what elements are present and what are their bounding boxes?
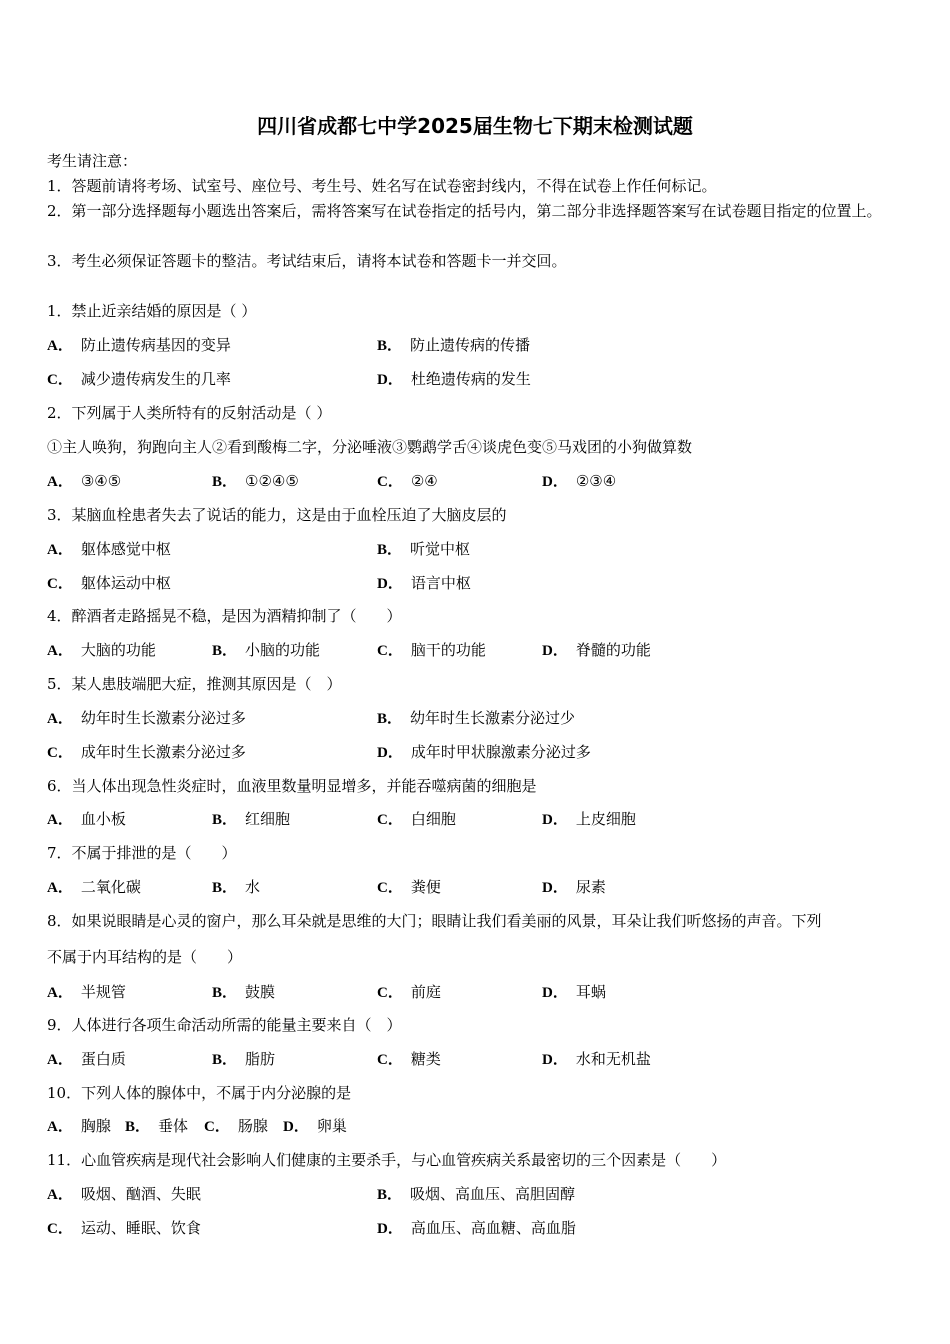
page-title: 四川省成都七中学2025届生物七下期末检测试题 xyxy=(257,114,693,138)
question-stem: 3．某脑血栓患者失去了说话的能力，这是由于血栓压迫了大脑皮层的 xyxy=(47,506,507,524)
notice-item-3: 3．考生必须保证答题卡的整洁。考试结束后，请将本试卷和答题卡一并交回。 xyxy=(47,252,567,270)
option-d: D． 卵巢 xyxy=(283,1117,347,1135)
notice-item-1: 1．答题前请将考场、试室号、座位号、考生号、姓名写在试卷密封线内，不得在试卷上作任何标记。 xyxy=(47,177,717,195)
question-stem: 1．禁止近亲结婚的原因是（ ） xyxy=(47,302,257,320)
option-a: A． 蛋白质 xyxy=(47,1050,126,1068)
option-b: B． ①②④⑤ xyxy=(212,472,299,490)
option-b: B． 听觉中枢 xyxy=(377,540,471,558)
option-d: D． 语言中枢 xyxy=(377,574,471,592)
option-b: B． 防止遗传病的传播 xyxy=(377,336,531,354)
option-b: B． 红细胞 xyxy=(212,810,291,828)
option-b: B． 鼓膜 xyxy=(212,983,276,1001)
option-d: D． 脊髓的功能 xyxy=(542,641,651,659)
question-stem-continued: 不属于内耳结构的是（ ） xyxy=(47,948,243,966)
option-c: C． 脑干的功能 xyxy=(377,641,486,659)
option-a: A． 胸腺 xyxy=(47,1117,111,1135)
question-stem: 6．当人体出现急性炎症时，血液里数量明显增多，并能吞噬病菌的细胞是 xyxy=(47,777,537,795)
option-a: A． 血小板 xyxy=(47,810,126,828)
notice-heading: 考生请注意： xyxy=(47,152,138,170)
option-d: D． 上皮细胞 xyxy=(542,810,636,828)
option-d: D． 尿素 xyxy=(542,878,606,896)
question-stem: 2．下列属于人类所特有的反射活动是（ ） xyxy=(47,404,332,422)
option-b: B． 吸烟、高血压、高胆固醇 xyxy=(377,1185,576,1203)
option-d: D． 水和无机盐 xyxy=(542,1050,651,1068)
option-c: C． 白细胞 xyxy=(377,810,456,828)
option-a: A． 吸烟、酗酒、失眠 xyxy=(47,1185,201,1203)
option-c: C． 肠腺 xyxy=(204,1117,268,1135)
option-a: A． 二氧化碳 xyxy=(47,878,141,896)
option-c: C． ②④ xyxy=(377,472,438,490)
option-a: A． 防止遗传病基因的变异 xyxy=(47,336,231,354)
option-b: B． 水 xyxy=(212,878,261,896)
option-c: C． 成年时生长激素分泌过多 xyxy=(47,743,246,761)
option-b: B． 脂肪 xyxy=(212,1050,276,1068)
question-stem: 9．人体进行各项生命活动所需的能量主要来自（ ） xyxy=(47,1016,402,1034)
question-stem: 10．下列人体的腺体中，不属于内分泌腺的是 xyxy=(47,1084,352,1102)
option-c: C． 前庭 xyxy=(377,983,441,1001)
option-c: C． 躯体运动中枢 xyxy=(47,574,171,592)
option-d: D． 成年时甲状腺激素分泌过多 xyxy=(377,743,591,761)
option-d: D． 杜绝遗传病的发生 xyxy=(377,370,531,388)
option-a: A． 半规管 xyxy=(47,983,126,1001)
question-stem: 4．醉酒者走路摇晃不稳，是因为酒精抑制了（ ） xyxy=(47,607,402,625)
option-d: D． ②③④ xyxy=(542,472,617,490)
question-stem: 11．心血管疾病是现代社会影响人们健康的主要杀手，与心血管疾病关系最密切的三个因素是（ ） xyxy=(47,1151,727,1169)
option-c: C． 运动、睡眠、饮食 xyxy=(47,1219,201,1237)
notice-item-2: 2．第一部分选择题每小题选出答案后，需将答案写在试卷指定的括号内，第二部分非选择题答案写在试卷题目指定的位置上。 xyxy=(47,202,882,220)
question-stem: 8．如果说眼睛是心灵的窗户，那么耳朵就是思维的大门；眼睛让我们看美丽的风景，耳朵让我们听悠扬的声音。下列 xyxy=(47,912,822,930)
option-a: A． ③④⑤ xyxy=(47,472,122,490)
question-sub-items: ①主人唤狗，狗跑向主人②看到酸梅二字，分泌唾液③鹦鹉学舌④谈虎色变⑤马戏团的小狗做算数 xyxy=(47,438,693,456)
option-a: A． 幼年时生长激素分泌过多 xyxy=(47,709,246,727)
option-d: D． 高血压、高血糖、高血脂 xyxy=(377,1219,576,1237)
option-c: C． 减少遗传病发生的几率 xyxy=(47,370,231,388)
option-b: B． 幼年时生长激素分泌过少 xyxy=(377,709,576,727)
option-c: C． 糖类 xyxy=(377,1050,441,1068)
option-c: C． 粪便 xyxy=(377,878,441,896)
option-a: A． 躯体感觉中枢 xyxy=(47,540,171,558)
question-stem: 5．某人患肢端肥大症，推测其原因是（ ） xyxy=(47,675,342,693)
option-d: D． 耳蜗 xyxy=(542,983,606,1001)
option-b: B． 垂体 xyxy=(125,1117,189,1135)
option-b: B． 小脑的功能 xyxy=(212,641,321,659)
option-a: A． 大脑的功能 xyxy=(47,641,156,659)
question-stem: 7．不属于排泄的是（ ） xyxy=(47,844,237,862)
